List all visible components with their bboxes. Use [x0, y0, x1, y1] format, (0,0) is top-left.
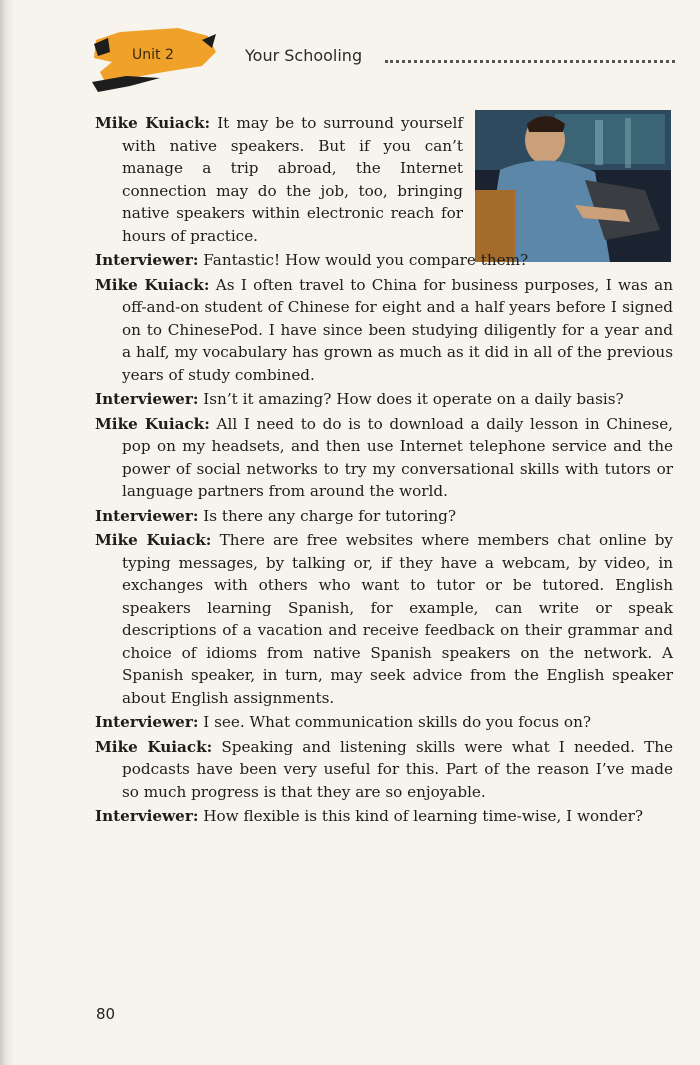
speech-text: As I often travel to China for business purposes, I was an off-and-on student of Chinese for eight and a half years before I signed on to ChinesePod. I have since been studying diligently for a year and a half, my vocabulary has grown as much as it did in all of the previous years of study combined.: [122, 275, 673, 384]
page-header: [90, 22, 680, 92]
speaker-name: Mike Kuiack:: [95, 414, 210, 433]
speech-text: How flexible is this kind of learning time-wise, I wonder?: [203, 807, 644, 825]
dialogue-entry: [95, 736, 673, 804]
speaker-name: Interviewer:: [95, 807, 199, 825]
speaker-name: Interviewer:: [95, 506, 199, 525]
speech-text: Speaking and listening skills were what I needed. The podcasts have been very useful for this. Part of the reason I’ve made so much progress is that they are so enjoyable.: [122, 737, 674, 801]
dialogue-entry: [95, 805, 673, 828]
interview-dialogue: [95, 112, 673, 830]
dialogue-entry: [95, 274, 673, 387]
speech-text: I see. What communication skills do you focus on?: [203, 713, 591, 731]
speaker-name: Mike Kuiack:: [95, 737, 213, 756]
speaker-name: Interviewer:: [95, 713, 199, 731]
speech-text: Isn’t it amazing? How does it operate on a daily basis?: [203, 390, 624, 408]
speech-text: Is there any charge for tutoring?: [203, 506, 456, 525]
dialogue-entry: [95, 505, 673, 528]
speaker-name: Mike Kuiack:: [95, 531, 212, 549]
speaker-name: Mike Kuiack:: [95, 275, 210, 294]
speech-text: All I need to do is to download a daily lesson in Chinese, pop on my headsets, and then use Internet telephone service and the power of social networks to try my conversational skills with tutors or language partners from around the world.: [122, 414, 674, 500]
dialogue-entry: [95, 711, 673, 734]
speaker-name: Interviewer:: [95, 390, 199, 408]
speech-text: There are free websites where members chat online by typing messages, by talking or, if they have a webcam, by video, in exchanges with others who want to tutor or be tutored. English speakers learning Spanish, for example, can write or speak descriptions of a vacation and receive feedback on their grammar and choice of idioms from native Spanish speakers on the network. A Spanish speaker, in turn, may seek advice from the English speaker about English assignments.: [122, 531, 674, 707]
speaker-name: Mike Kuiack:: [95, 114, 211, 132]
dialogue-entry: [95, 413, 673, 503]
section-title: Your Schooling: [245, 46, 363, 65]
dialogue-entry: [95, 112, 463, 247]
unit-label: Unit 2: [132, 47, 174, 63]
dialogue-entry: [95, 529, 673, 709]
speech-text: It may be to surround yourself with native speakers. But if you can’t manage a trip abroad, the Internet connection may do the job, too, bringing native speakers within electronic reach for hours of practice.: [122, 114, 463, 245]
page-number: 80: [96, 1005, 116, 1023]
header-dotted-rule: [385, 48, 675, 63]
dialogue-entry: [95, 249, 673, 272]
speech-text: Fantastic! How would you compare them?: [203, 251, 529, 269]
dialogue-entry: [95, 388, 673, 411]
page-binding-shadow: [0, 0, 14, 1065]
speaker-name: Interviewer:: [95, 251, 199, 269]
